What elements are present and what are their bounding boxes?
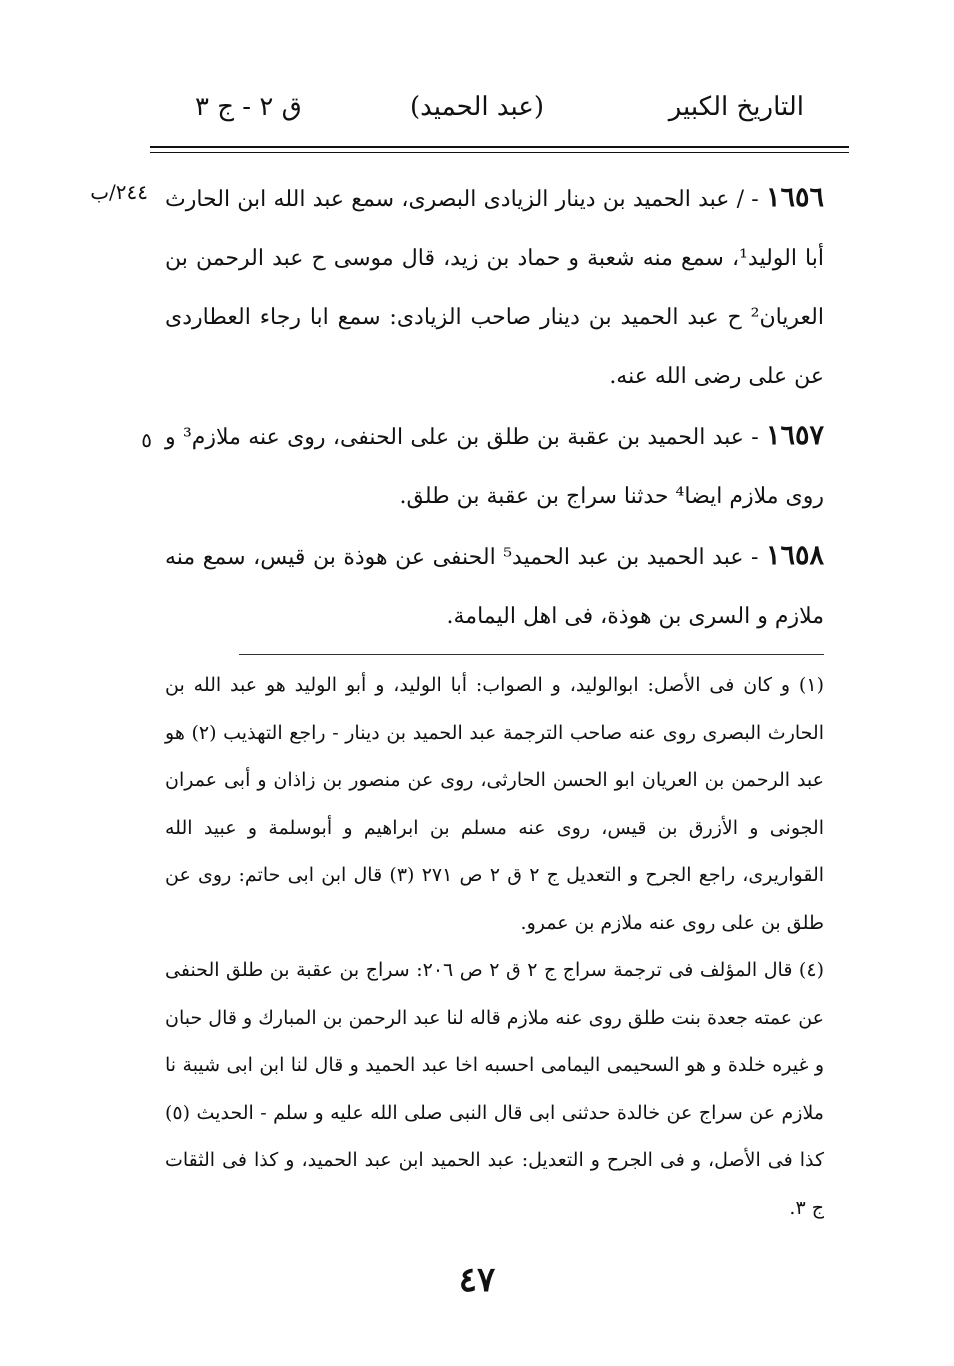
entry-1658 <box>165 526 824 646</box>
entry-text: - عبد الحميد بن عقبة بن طلق بن على الحنفى، روى عنه ملازم³ و روى ملازم ايضا⁴ حدثنا سراج بن عقبة بن طلق. <box>165 425 824 509</box>
entry-1657 <box>165 406 824 526</box>
running-title: التاريخ الكبير <box>668 92 804 122</box>
entry-1656 <box>165 168 824 406</box>
main-text <box>165 168 824 646</box>
volume-reference: ق ٢ - ج ٣ <box>195 92 302 122</box>
section-title: (عبد الحميد) <box>409 92 545 122</box>
page-number: ٤٧ <box>458 1260 496 1300</box>
footnotes <box>165 662 824 1232</box>
entry-number: ١٦٥٦ <box>765 182 824 213</box>
entry-number: ١٦٥٨ <box>765 540 824 571</box>
line-marker: ٥ <box>141 428 152 452</box>
footnote-separator <box>239 654 824 655</box>
footnote-block: (٤) قال المؤلف فى ترجمة سراج ج ٢ ق ٢ ص ٢٠٦: سراج بن عقبة بن طلق الحنفى عن عمته جعدة بنت طلق روى عنه ملازم قاله لنا عبد الرحمن بن المبارك و قال حبان و غيره خلدة و هو السحيمى اليمامى احسبه اخا عبد الحميد و قال لنا ابن ابى شيبة نا ملازم عن سراج عن خالدة حدثنى ابى قال النبى صلى الله عليه و سلم - الحديث (٥) كذا فى الأصل، و فى الجرح و التعديل: عبد الحميد ابن عبد الحميد، و كذا فى الثقات ج ٣. <box>165 959 824 1219</box>
header-rule-thin <box>150 152 849 153</box>
folio-marker: ٢٤٤/ب <box>90 180 148 204</box>
entry-number: ١٦٥٧ <box>765 420 824 451</box>
entry-text: - عبد الحميد بن عبد الحميد⁵ الحنفى عن هوذة بن قيس، سمع منه ملازم و السرى بن هوذة، فى اهل اليمامة. <box>165 545 824 629</box>
header-rule <box>150 146 849 148</box>
entry-text: - / عبد الحميد بن دينار الزيادى البصرى، سمع عبد الله ابن الحارث أبا الوليد¹، سمع منه شعبة و حماد بن زيد، قال موسى ح عبد الرحمن بن العريان² ح عبد الحميد بن دينار صاحب الزيادى: سمع ابا رجاء العطاردى عن على رضى الله عنه. <box>165 187 824 389</box>
footnote-block: (١) و كان فى الأصل: ابوالوليد، و الصواب: أبا الوليد، و أبو الوليد هو عبد الله بن الحارث البصرى روى عنه صاحب الترجمة عبد الحميد بن دينار - راجع التهذيب (٢) هو عبد الرحمن بن العريان ابو الحسن الحارثى، روى عن منصور بن زاذان و أبى عمران الجونى و الأزرق بن قيس، روى عنه مسلم بن ابراهيم و أبوسلمة و عبيد الله القواريرى، راجع الجرح و التعديل ج ٢ ق ٢ ص ٢٧١ (٣) قال ابن ابى حاتم: روى عن طلق بن على روى عنه ملازم بن عمرو. <box>165 674 825 934</box>
